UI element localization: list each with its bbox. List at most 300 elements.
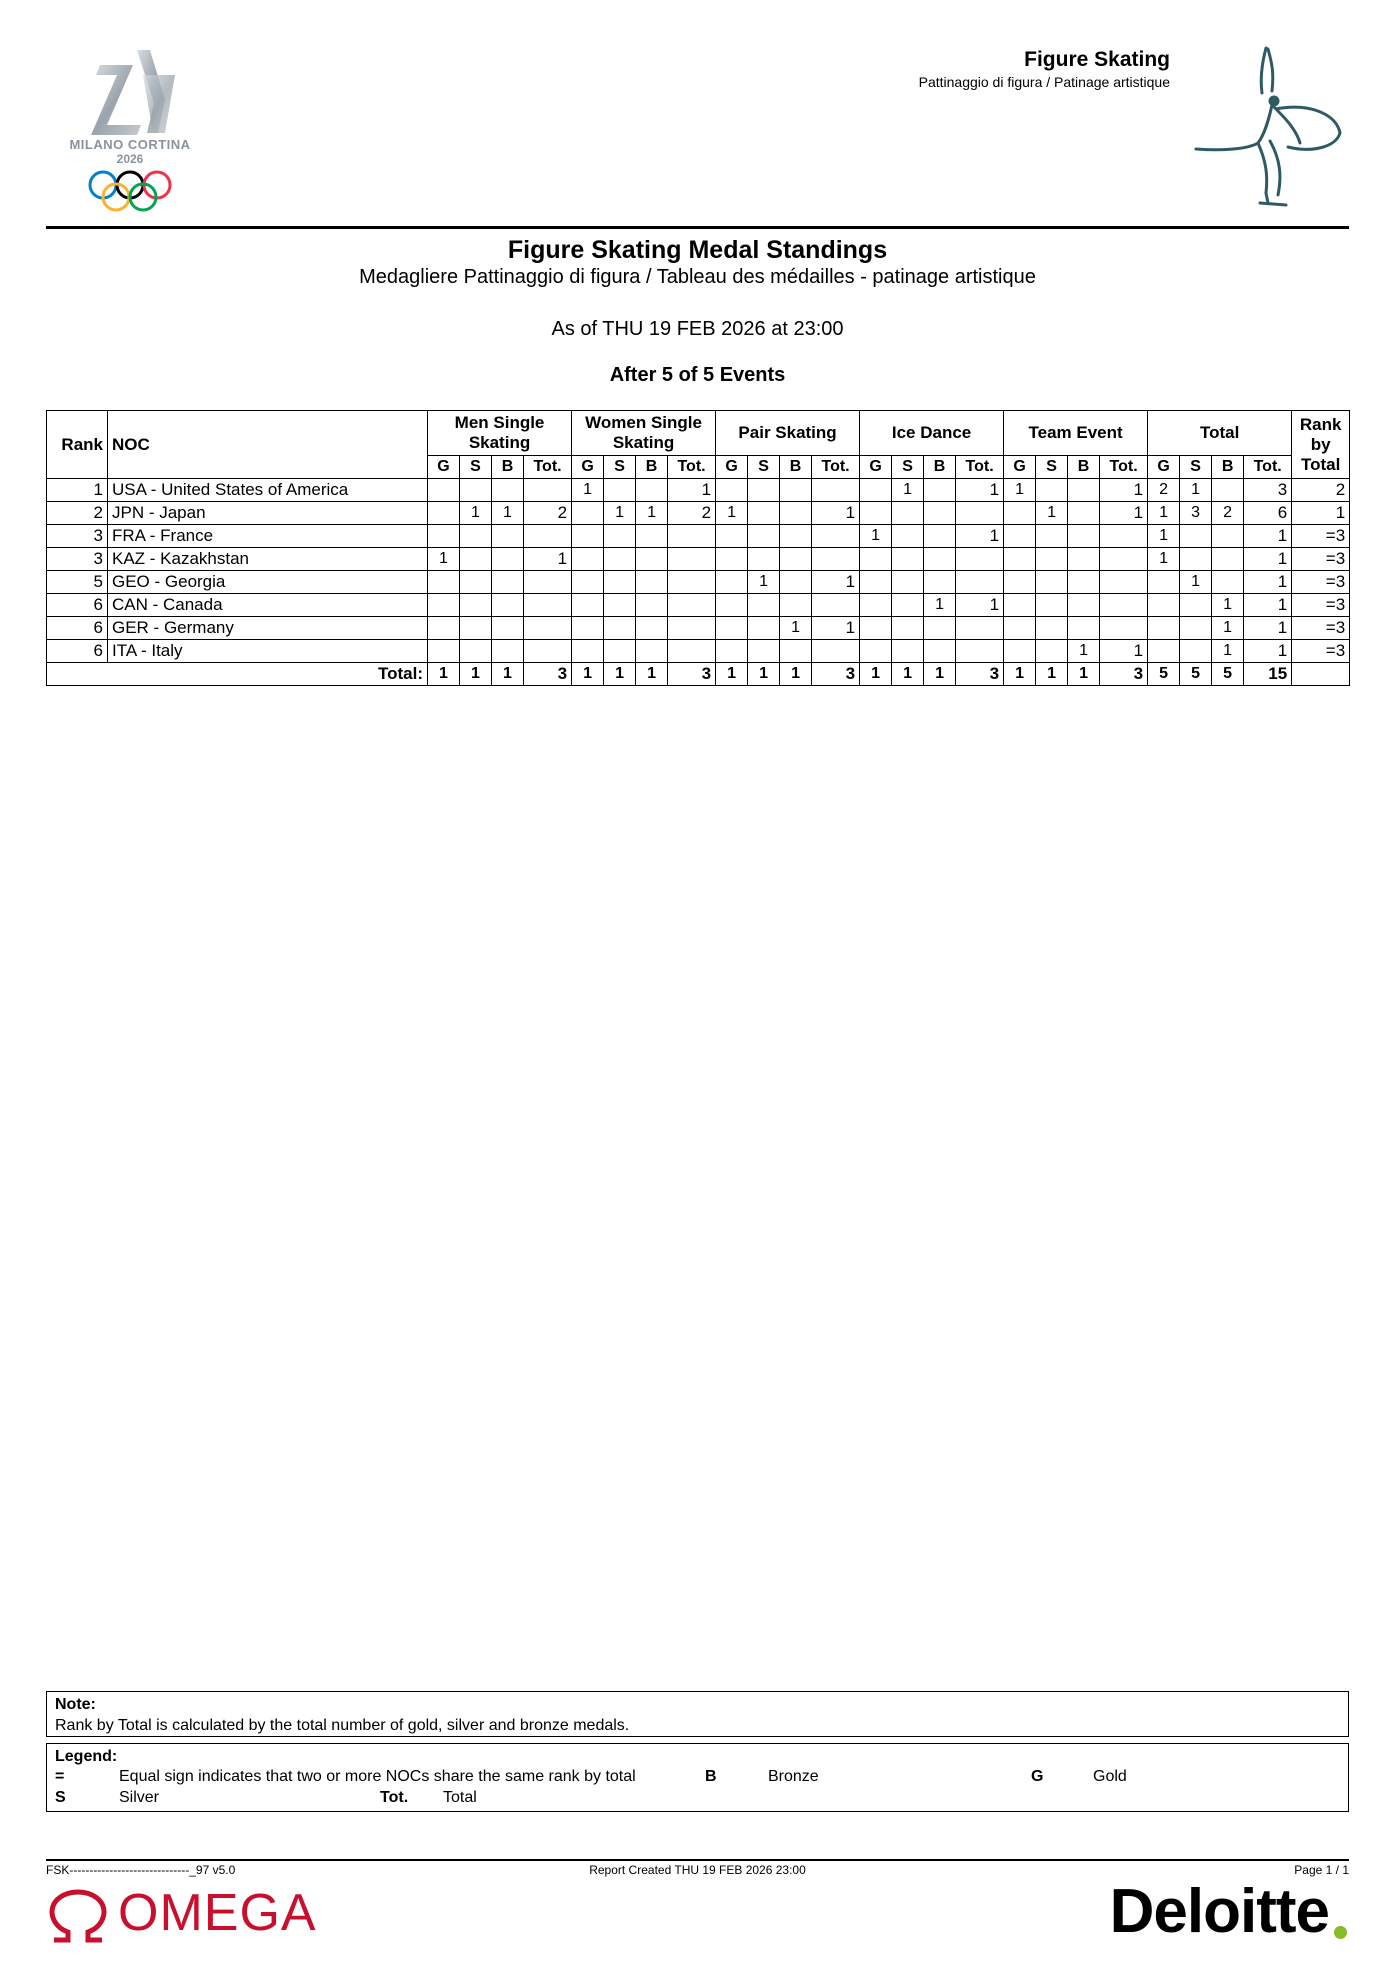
sub-header-total-s: S	[1180, 456, 1212, 479]
medal-count-cell: 2	[1148, 479, 1180, 502]
legend-abbr-total: Tot.	[380, 1789, 409, 1806]
medal-count-cell	[812, 640, 860, 663]
medal-count-cell: 1	[460, 502, 492, 525]
medal-count-cell	[892, 571, 924, 594]
medal-count-cell	[572, 617, 604, 640]
medal-count-cell	[860, 640, 892, 663]
medal-count-cell	[860, 594, 892, 617]
sub-header-ice-dance-tot: Tot.	[956, 456, 1004, 479]
table-row	[47, 548, 1350, 571]
rank-cell: 2	[47, 502, 108, 525]
total-count-cell: 1	[572, 663, 604, 686]
medal-count-cell	[1036, 571, 1068, 594]
rank-cell: 6	[47, 617, 108, 640]
medal-count-cell: 1	[1212, 640, 1244, 663]
medal-count-cell	[636, 548, 668, 571]
medal-count-cell: 1	[1244, 617, 1292, 640]
olympic-rings-icon	[90, 172, 170, 210]
medal-count-cell: 1	[812, 617, 860, 640]
medal-count-cell	[604, 640, 636, 663]
medal-count-cell	[524, 525, 572, 548]
medal-count-cell: 1	[1212, 594, 1244, 617]
medal-count-cell	[428, 571, 460, 594]
medal-count-cell	[716, 571, 748, 594]
noc-cell: GER - Germany	[108, 617, 428, 640]
medal-count-cell: 1	[748, 571, 780, 594]
footer-page-number: Page 1 / 1	[1294, 1863, 1349, 1877]
medal-count-cell: 1	[1180, 479, 1212, 502]
medal-count-cell	[860, 502, 892, 525]
medal-count-cell: 1	[716, 502, 748, 525]
medal-count-cell	[812, 594, 860, 617]
medal-count-cell	[1004, 502, 1036, 525]
legend-desc-equal: Equal sign indicates that two or more NOCs share the same rank by total	[119, 1768, 636, 1785]
medal-count-cell	[924, 548, 956, 571]
medal-count-cell	[460, 548, 492, 571]
medal-count-cell	[860, 479, 892, 502]
medal-count-cell	[1180, 525, 1212, 548]
games-logo-year: 2026	[116, 152, 144, 166]
games-logo-text: MILANO CORTINA	[69, 137, 191, 152]
medal-count-cell	[636, 594, 668, 617]
medal-count-cell	[572, 548, 604, 571]
medal-count-cell	[460, 640, 492, 663]
medal-count-cell	[1068, 617, 1100, 640]
group-header-total: Total	[1148, 411, 1292, 456]
medal-count-cell: 1	[1244, 548, 1292, 571]
medal-count-cell	[668, 571, 716, 594]
note-text: Rank by Total is calculated by the total number of gold, silver and bronze medals.	[55, 1717, 630, 1734]
medal-count-cell	[748, 502, 780, 525]
sub-header-pair-skating-tot: Tot.	[812, 456, 860, 479]
medal-count-cell: 1	[1180, 571, 1212, 594]
legend-box	[46, 1743, 1349, 1812]
table-row	[47, 479, 1350, 502]
sub-header-women-single-s: S	[604, 456, 636, 479]
medal-count-cell: 1	[1036, 502, 1068, 525]
medal-count-cell	[428, 640, 460, 663]
milano-cortina-logo	[55, 45, 205, 215]
report-title: Figure Skating Medal Standings	[507, 236, 888, 264]
medal-count-cell	[716, 617, 748, 640]
legend-label: Legend:	[55, 1748, 118, 1765]
medal-count-cell: 1	[924, 594, 956, 617]
medal-count-cell	[636, 617, 668, 640]
total-count-cell: 1	[1004, 663, 1036, 686]
total-count-cell: 3	[668, 663, 716, 686]
medal-count-cell	[1068, 594, 1100, 617]
group-header-women-single: Women Single Skating	[572, 411, 716, 456]
sub-header-total-tot: Tot.	[1244, 456, 1292, 479]
total-count-cell: 5	[1180, 663, 1212, 686]
rank-by-total-cell: =3	[1292, 594, 1350, 617]
medal-count-cell: 1	[860, 525, 892, 548]
medal-count-cell	[812, 525, 860, 548]
rank-by-total-cell: =3	[1292, 548, 1350, 571]
note-label: Note:	[55, 1696, 96, 1713]
sub-header-team-event-s: S	[1036, 456, 1068, 479]
medal-count-cell: 1	[812, 571, 860, 594]
medal-count-cell: 2	[1212, 502, 1244, 525]
medal-count-cell: 1	[1148, 525, 1180, 548]
sub-header-pair-skating-g: G	[716, 456, 748, 479]
as-of-date: As of THU 19 FEB 2026 at 23:00	[551, 318, 844, 340]
medal-count-cell: 1	[668, 479, 716, 502]
medal-count-cell	[1004, 571, 1036, 594]
total-rank-empty-cell	[1292, 663, 1350, 686]
medal-count-cell	[428, 525, 460, 548]
medal-count-cell	[492, 594, 524, 617]
events-progress: After 5 of 5 Events	[609, 364, 786, 386]
medal-count-cell	[1148, 640, 1180, 663]
medal-count-cell: 1	[956, 525, 1004, 548]
report-subtitle: Medagliere Pattinaggio di figura / Tableau des médailles - patinage artistique	[359, 266, 1036, 288]
medal-count-cell	[812, 548, 860, 571]
medal-count-cell	[668, 617, 716, 640]
medal-count-cell	[1100, 548, 1148, 571]
medal-count-cell	[1148, 571, 1180, 594]
medal-count-cell: 1	[604, 502, 636, 525]
medal-count-cell: 1	[524, 548, 572, 571]
total-row	[47, 663, 1350, 686]
medal-count-cell	[1004, 640, 1036, 663]
medal-count-cell	[716, 594, 748, 617]
medal-count-cell	[1212, 571, 1244, 594]
medal-count-cell	[716, 525, 748, 548]
total-count-cell: 1	[716, 663, 748, 686]
medal-count-cell: 1	[1100, 640, 1148, 663]
medal-count-cell	[668, 640, 716, 663]
medal-count-cell	[492, 548, 524, 571]
sport-title: Figure Skating	[1024, 48, 1170, 71]
medal-count-cell: 6	[1244, 502, 1292, 525]
medal-count-cell	[748, 548, 780, 571]
medal-count-cell: 1	[1244, 594, 1292, 617]
medal-count-cell: 1	[428, 548, 460, 571]
legend-abbr-gold: G	[1031, 1768, 1044, 1785]
medal-count-cell	[492, 525, 524, 548]
medal-count-cell	[1068, 479, 1100, 502]
medal-count-cell	[924, 502, 956, 525]
medal-count-cell	[892, 548, 924, 571]
total-count-cell: 1	[636, 663, 668, 686]
sub-header-team-event-tot: Tot.	[1100, 456, 1148, 479]
total-label: Total:	[47, 663, 428, 686]
medal-count-cell	[1148, 617, 1180, 640]
rank-by-total-cell: =3	[1292, 617, 1350, 640]
medal-count-cell	[524, 571, 572, 594]
medal-count-cell	[892, 617, 924, 640]
medal-count-cell	[572, 640, 604, 663]
sub-header-ice-dance-b: B	[924, 456, 956, 479]
medal-count-cell	[524, 617, 572, 640]
medal-count-cell	[924, 525, 956, 548]
medal-count-cell	[1180, 548, 1212, 571]
sub-header-ice-dance-s: S	[892, 456, 924, 479]
medal-count-cell	[748, 479, 780, 502]
medal-count-cell	[716, 548, 748, 571]
medal-count-cell	[924, 479, 956, 502]
sub-header-men-single-s: S	[460, 456, 492, 479]
sub-header-men-single-tot: Tot.	[524, 456, 572, 479]
rank-cell: 1	[47, 479, 108, 502]
sub-header-total-g: G	[1148, 456, 1180, 479]
rank-cell: 6	[47, 640, 108, 663]
medal-count-cell	[780, 594, 812, 617]
noc-header: NOC	[108, 411, 428, 479]
medal-count-cell	[716, 479, 748, 502]
figure-skater-icon	[1188, 43, 1348, 218]
table-row	[47, 594, 1350, 617]
medal-count-cell	[892, 502, 924, 525]
medal-count-cell	[748, 594, 780, 617]
footer-report-created: Report Created THU 19 FEB 2026 23:00	[589, 1863, 806, 1877]
medal-count-cell	[924, 571, 956, 594]
medal-count-cell	[636, 571, 668, 594]
medal-count-cell	[492, 571, 524, 594]
medal-count-cell	[428, 502, 460, 525]
medal-count-cell	[812, 479, 860, 502]
legend-desc-gold: Gold	[1093, 1768, 1127, 1785]
medal-count-cell: 1	[1100, 502, 1148, 525]
medal-count-cell	[636, 479, 668, 502]
medal-count-cell	[524, 594, 572, 617]
medal-count-cell: 1	[1068, 640, 1100, 663]
medal-count-cell	[604, 594, 636, 617]
medal-count-cell	[1068, 571, 1100, 594]
legend-abbr-equal: =	[55, 1768, 65, 1785]
medal-count-cell	[716, 640, 748, 663]
rank-header: Rank	[47, 411, 108, 479]
legend-desc-bronze: Bronze	[768, 1768, 819, 1785]
medal-count-cell: 1	[956, 594, 1004, 617]
sub-header-team-event-g: G	[1004, 456, 1036, 479]
medal-count-cell	[492, 617, 524, 640]
total-count-cell: 3	[956, 663, 1004, 686]
total-count-cell: 1	[428, 663, 460, 686]
medal-count-cell	[460, 617, 492, 640]
legend-desc-total: Total	[443, 1789, 477, 1806]
medal-count-cell	[460, 525, 492, 548]
medal-count-cell	[524, 640, 572, 663]
sub-header-women-single-tot: Tot.	[668, 456, 716, 479]
medal-count-cell	[860, 571, 892, 594]
medal-count-cell	[1036, 617, 1068, 640]
total-count-cell: 1	[492, 663, 524, 686]
medal-count-cell	[1004, 548, 1036, 571]
rank-by-total-cell: =3	[1292, 571, 1350, 594]
medal-count-cell	[604, 525, 636, 548]
legend-desc-silver: Silver	[119, 1789, 160, 1806]
medal-count-cell	[924, 617, 956, 640]
medal-count-cell: 1	[1100, 479, 1148, 502]
total-count-cell: 1	[460, 663, 492, 686]
medal-count-cell	[780, 548, 812, 571]
footer-report-code: FSK------------------------------_97 v5.0	[46, 1863, 236, 1877]
medal-count-cell	[668, 548, 716, 571]
noc-cell: KAZ - Kazakhstan	[108, 548, 428, 571]
total-count-cell: 1	[892, 663, 924, 686]
omega-symbol-icon	[46, 1888, 110, 1944]
medal-count-cell	[780, 525, 812, 548]
medal-count-cell: 1	[492, 502, 524, 525]
medal-count-cell	[636, 525, 668, 548]
medal-count-cell	[1180, 617, 1212, 640]
medal-count-cell	[956, 548, 1004, 571]
medal-count-cell	[604, 617, 636, 640]
medal-count-cell	[956, 617, 1004, 640]
medal-count-cell	[460, 571, 492, 594]
rank-by-total-cell: 1	[1292, 502, 1350, 525]
table-row	[47, 571, 1350, 594]
legend-abbr-silver: S	[55, 1789, 66, 1806]
medal-count-cell	[1100, 525, 1148, 548]
footer-rule	[46, 1859, 1349, 1861]
medal-count-cell: 1	[1212, 617, 1244, 640]
medal-count-cell	[1036, 594, 1068, 617]
medal-count-cell	[860, 548, 892, 571]
medal-count-cell: 2	[524, 502, 572, 525]
total-count-cell: 5	[1212, 663, 1244, 686]
group-header-row	[47, 411, 1350, 456]
total-count-cell: 5	[1148, 663, 1180, 686]
medal-count-cell	[1036, 525, 1068, 548]
medal-count-cell	[1068, 502, 1100, 525]
medal-count-cell	[780, 640, 812, 663]
medal-count-cell: 1	[1148, 548, 1180, 571]
group-header-pair-skating: Pair Skating	[716, 411, 860, 456]
medal-count-cell	[748, 640, 780, 663]
medal-count-cell	[780, 502, 812, 525]
rank-by-total-header: Rank by Total	[1292, 411, 1350, 479]
medal-count-cell	[492, 640, 524, 663]
medal-count-cell	[748, 617, 780, 640]
total-count-cell: 1	[780, 663, 812, 686]
medal-count-cell	[604, 548, 636, 571]
medal-count-cell	[1036, 548, 1068, 571]
table-row	[47, 640, 1350, 663]
medal-count-cell: 3	[1244, 479, 1292, 502]
sub-header-pair-skating-b: B	[780, 456, 812, 479]
medal-count-cell: 1	[572, 479, 604, 502]
rank-cell: 3	[47, 548, 108, 571]
sub-header-pair-skating-s: S	[748, 456, 780, 479]
deloitte-logo: Deloitte	[1109, 1877, 1329, 1946]
total-count-cell: 3	[1100, 663, 1148, 686]
medal-count-cell: 2	[668, 502, 716, 525]
rank-by-total-cell: =3	[1292, 525, 1350, 548]
total-count-cell: 3	[524, 663, 572, 686]
sub-header-men-single-b: B	[492, 456, 524, 479]
medal-count-cell	[428, 617, 460, 640]
medal-count-cell	[1212, 479, 1244, 502]
table-row	[47, 525, 1350, 548]
medal-count-cell	[428, 594, 460, 617]
medal-count-cell	[492, 479, 524, 502]
medal-count-cell: 1	[780, 617, 812, 640]
medal-count-cell: 3	[1180, 502, 1212, 525]
medal-count-cell	[1180, 594, 1212, 617]
total-count-cell: 1	[1036, 663, 1068, 686]
medal-count-cell	[1212, 525, 1244, 548]
group-header-ice-dance: Ice Dance	[860, 411, 1004, 456]
noc-cell: CAN - Canada	[108, 594, 428, 617]
medal-count-cell	[668, 525, 716, 548]
medal-count-cell: 1	[1244, 525, 1292, 548]
medal-count-cell	[1036, 640, 1068, 663]
medal-count-cell	[428, 479, 460, 502]
total-count-cell: 1	[604, 663, 636, 686]
group-header-men-single: Men Single Skating	[428, 411, 572, 456]
medal-count-cell: 1	[636, 502, 668, 525]
medal-count-cell	[1004, 617, 1036, 640]
rank-cell: 5	[47, 571, 108, 594]
total-count-cell: 3	[812, 663, 860, 686]
medal-count-cell	[604, 479, 636, 502]
sport-subtitle: Pattinaggio di figura / Patinage artistique	[918, 74, 1170, 90]
medal-count-cell	[1180, 640, 1212, 663]
medal-count-cell: 1	[812, 502, 860, 525]
medal-count-cell	[1100, 594, 1148, 617]
noc-cell: ITA - Italy	[108, 640, 428, 663]
rank-cell: 3	[47, 525, 108, 548]
medal-count-cell	[524, 479, 572, 502]
sub-header-ice-dance-g: G	[860, 456, 892, 479]
medal-count-cell	[892, 594, 924, 617]
medal-count-cell	[956, 640, 1004, 663]
total-count-cell: 15	[1244, 663, 1292, 686]
medal-count-cell	[460, 594, 492, 617]
sub-header-women-single-b: B	[636, 456, 668, 479]
medal-count-cell	[892, 640, 924, 663]
rank-by-total-cell: =3	[1292, 640, 1350, 663]
note-box	[46, 1691, 1349, 1737]
total-count-cell: 1	[860, 663, 892, 686]
total-count-cell: 1	[748, 663, 780, 686]
medal-count-cell	[604, 571, 636, 594]
noc-cell: JPN - Japan	[108, 502, 428, 525]
total-count-cell: 1	[1068, 663, 1100, 686]
medal-count-cell	[572, 502, 604, 525]
medal-count-cell	[780, 479, 812, 502]
medal-count-cell	[460, 479, 492, 502]
noc-cell: USA - United States of America	[108, 479, 428, 502]
medal-count-cell: 1	[956, 479, 1004, 502]
medal-standings-table	[46, 410, 1350, 686]
medal-count-cell	[748, 525, 780, 548]
medal-count-cell	[1212, 548, 1244, 571]
noc-cell: GEO - Georgia	[108, 571, 428, 594]
medal-count-cell	[924, 640, 956, 663]
medal-count-cell	[956, 502, 1004, 525]
sub-header-women-single-g: G	[572, 456, 604, 479]
medal-count-cell	[1100, 571, 1148, 594]
table-row	[47, 502, 1350, 525]
medal-count-cell: 1	[1244, 571, 1292, 594]
sub-header-team-event-b: B	[1068, 456, 1100, 479]
medal-count-cell	[1068, 525, 1100, 548]
deloitte-dot-icon	[1334, 1926, 1347, 1939]
medal-count-cell	[860, 617, 892, 640]
medal-count-cell	[1004, 594, 1036, 617]
medal-count-cell	[668, 594, 716, 617]
medal-count-cell	[1068, 548, 1100, 571]
total-count-cell: 1	[924, 663, 956, 686]
medal-count-cell	[636, 640, 668, 663]
medal-count-cell	[956, 571, 1004, 594]
medal-count-cell	[572, 594, 604, 617]
noc-cell: FRA - France	[108, 525, 428, 548]
